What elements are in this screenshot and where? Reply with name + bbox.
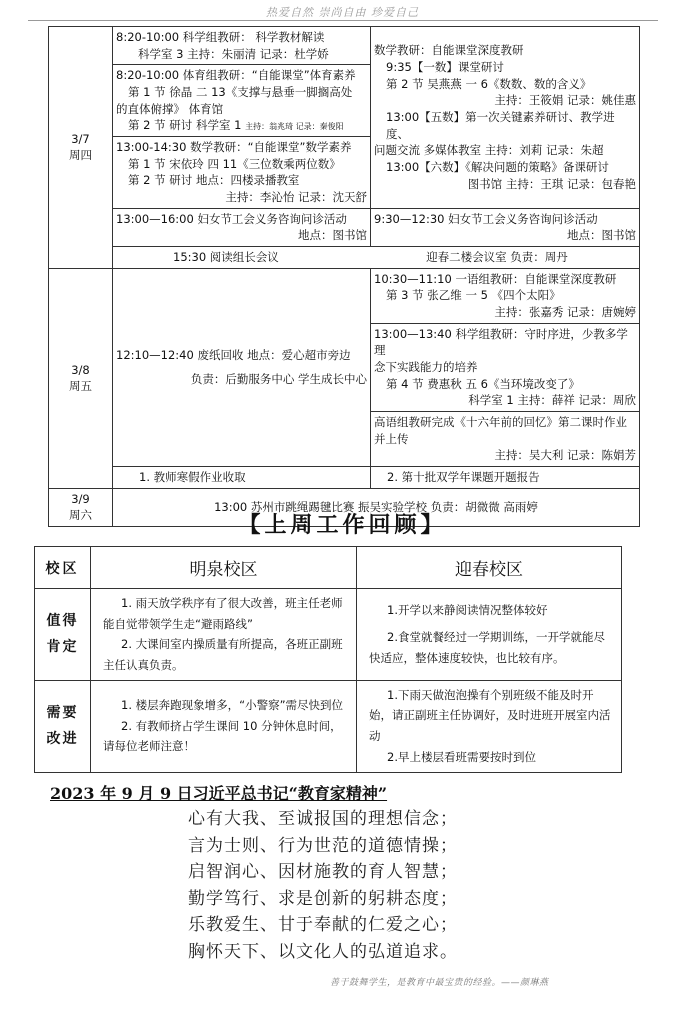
schedule-entry — [371, 27, 640, 209]
day-cell-thursday — [49, 27, 113, 269]
campus-header-yingchun: 迎春校区 — [357, 547, 622, 589]
review-item: 2. 大课间室内操质量有所提高，各班正副班主任认真负责。 — [103, 637, 343, 673]
day-cell-friday — [49, 268, 113, 488]
quote-title: 2023 年 9 月 9 日习近平总书记“教育家精神” — [50, 784, 388, 803]
entry-line: 念下实践能力的培养 — [374, 360, 478, 375]
entry-line: 主持：李沁怡 记录：沈天舒 — [225, 190, 367, 205]
date-label: 3/8 — [71, 362, 90, 377]
entry-line: 9:30—12:30 妇女节工会义务咨询问诊活动 — [374, 211, 598, 226]
weekday-label: 周四 — [69, 148, 92, 163]
review-item: 2.早上楼层看班需要按时到位 — [387, 749, 536, 764]
weekly-schedule-table — [48, 26, 640, 527]
entry-line: 8:20-10:00 体育组教研：“自能课堂”体育素养 — [116, 68, 356, 83]
review-item: 2. 有教师挤占学生课间 10 分钟休息时间，请每位老师注意！ — [103, 718, 342, 754]
review-item: 1.下雨天做泡泡操有个别班级不能及时开始，请正副班主任协调好，及时进班开展室内活动 — [369, 687, 611, 744]
verse-line: 勤学笃行、求是创新的躬耕态度； — [188, 888, 458, 909]
entry-line: 第 2 节 研讨 地点：四楼录播教室 — [128, 173, 300, 188]
entry-line: 问题交流 多媒体教室 主持：刘莉 记录：朱超 — [374, 143, 604, 158]
schedule-entry — [113, 137, 371, 209]
review-cell — [357, 589, 622, 681]
entry-line: 第 2 节 研讨 科学室 1 — [128, 118, 242, 133]
header-motto: 热爱自然 崇尚自由 珍爱自己 — [266, 6, 419, 19]
review-item: 1. 雨天放学秩序有了很大改善，班主任老师能自觉带领学生走“避雨路线” — [103, 596, 343, 631]
entry-line: 迎春二楼会议室 负责：周丹 — [426, 250, 568, 265]
entry-line: 13:00 苏州市跳绳踢毽比赛 振吴实验学校 负责：胡微微 高雨婷 — [214, 500, 538, 515]
schedule-entry — [113, 208, 371, 246]
date-label: 3/9 — [71, 491, 90, 506]
verse-line: 胸怀天下、以文化人的弘道追求。 — [188, 941, 458, 962]
schedule-entry — [371, 412, 640, 467]
entry-line: 第 2 节 吴燕燕 一 6《数数、数的含义》 — [386, 76, 592, 91]
entry-line: 1. 教师寒假作业收取 — [139, 470, 246, 485]
entry-line: 科学室 3 主持：朱丽清 记录：杜学娇 — [138, 46, 329, 61]
entry-line: 8:20-10:00 科学组教研： 科学教材解读 — [116, 30, 325, 44]
schedule-entry — [113, 27, 371, 65]
review-table — [34, 546, 622, 773]
schedule-entry — [113, 247, 640, 269]
verse-line: 乐教爱生、甘于奉献的仁爱之心； — [188, 915, 458, 935]
schedule-entry — [371, 467, 640, 489]
entry-line: 负责：后勤服务中心 学生成长中心 — [190, 372, 367, 387]
review-corner-header: 校区 — [35, 547, 91, 589]
entry-line: 的直体俯撑》 体育馆 — [116, 101, 224, 116]
entry-line: 13:00—13:40 科学组教研：守时序进，少教多学理 — [374, 326, 628, 358]
entry-line: 13:00—16:00 妇女节工会义务咨询问诊活动 — [116, 211, 347, 226]
entry-line: 12:10—12:40 废纸回收 地点：爱心超市旁边 — [116, 347, 351, 362]
weekday-label: 周五 — [69, 379, 92, 394]
campus-header-mingquan: 明泉校区 — [91, 547, 357, 589]
entry-line: 主持：吴大利 记录：陈娟芳 — [494, 448, 636, 463]
entry-line: 9:35【一数】课堂研讨 — [386, 60, 504, 74]
entry-line: 数学教研：自能课堂深度教研 — [374, 43, 524, 58]
schedule-entry — [371, 323, 640, 411]
verse-line: 心有大我、至诚报国的理想信念； — [188, 809, 458, 829]
review-cell — [357, 680, 622, 772]
schedule-entry — [113, 65, 371, 137]
entry-line: 13:00【六数】《解决问题的策略》备课研讨 — [386, 160, 609, 175]
label-line: 肯定 — [46, 639, 79, 656]
entry-line: 2. 第十批双学年课题开题报告 — [387, 470, 540, 485]
entry-line: 10:30—11:10 一语组教研：自能课堂深度教研 — [374, 271, 617, 286]
weekday-label: 周六 — [69, 508, 92, 523]
entry-line: 图书馆 主持：王琪 记录：包春艳 — [467, 176, 636, 191]
date-label: 3/7 — [71, 131, 90, 146]
header-divider — [28, 20, 658, 21]
entry-line: 主持：王筱娟 记录：姚佳惠 — [494, 93, 636, 108]
review-cell — [91, 589, 357, 681]
label-line: 改进 — [46, 731, 79, 748]
verse-line: 言为士则、行为世范的道德情操； — [188, 835, 458, 856]
footer-quote: 善于鼓舞学生，是教育中最宝贵的经验。——颜琳燕 — [330, 978, 549, 988]
label-line: 值得 — [46, 612, 79, 629]
entry-line: 15:30 阅读组长会议 — [173, 250, 279, 265]
entry-line: 科学室 1 主持：薛祥 记录：周欣 — [468, 393, 636, 408]
entry-line: 第 1 节 宋依玲 四 11《三位数乘两位数》 — [128, 156, 341, 171]
entry-line: 第 3 节 张乙维 一 5 《四个太阳》 — [386, 288, 561, 303]
entry-line: 地点：图书馆 — [567, 228, 636, 243]
quote-verses — [188, 806, 458, 965]
review-item: 1. 楼层奔跑现象增多，“小警察”需尽快到位 — [121, 698, 344, 713]
entry-line: 主持：张嘉秀 记录：唐婉婷 — [494, 305, 636, 320]
row-label-positive — [35, 589, 91, 681]
entry-line: 并上传 — [374, 431, 409, 446]
schedule-entry — [371, 268, 640, 323]
review-cell — [91, 680, 357, 772]
review-item: 2.食堂就餐经过一学期训练，一开学就能尽快适应，整体速度较快，也比较有序。 — [369, 630, 605, 665]
schedule-entry — [113, 268, 371, 466]
entry-line: 地点：图书馆 — [298, 228, 367, 243]
schedule-entry — [113, 467, 371, 489]
review-section-title: 【上周工作回顾】 — [238, 512, 447, 538]
entry-line: 13:00【五数】第一次关键素养研讨、教学进度、 — [386, 110, 615, 141]
entry-line-small: 主持：翁兆琦 记录：秦俊阳 — [245, 122, 344, 132]
entry-line: 第 4 节 费惠秋 五 6《当环境改变了》 — [386, 376, 580, 391]
label-line: 需要 — [46, 704, 79, 721]
entry-line: 第 1 节 徐晶 二 13《支撑与悬垂一脚搁高处 — [128, 85, 353, 100]
schedule-entry — [371, 208, 640, 246]
entry-line: 13:00-14:30 数学教研：“自能课堂”数学素养 — [116, 140, 352, 155]
row-label-improve — [35, 680, 91, 772]
entry-line: 高语组教研完成《十六年前的回忆》第二课时作业 — [374, 415, 627, 430]
verse-line: 启智润心、因材施教的育人智慧； — [188, 862, 458, 882]
review-item: 1.开学以来静阅读情况整体较好 — [387, 603, 548, 618]
